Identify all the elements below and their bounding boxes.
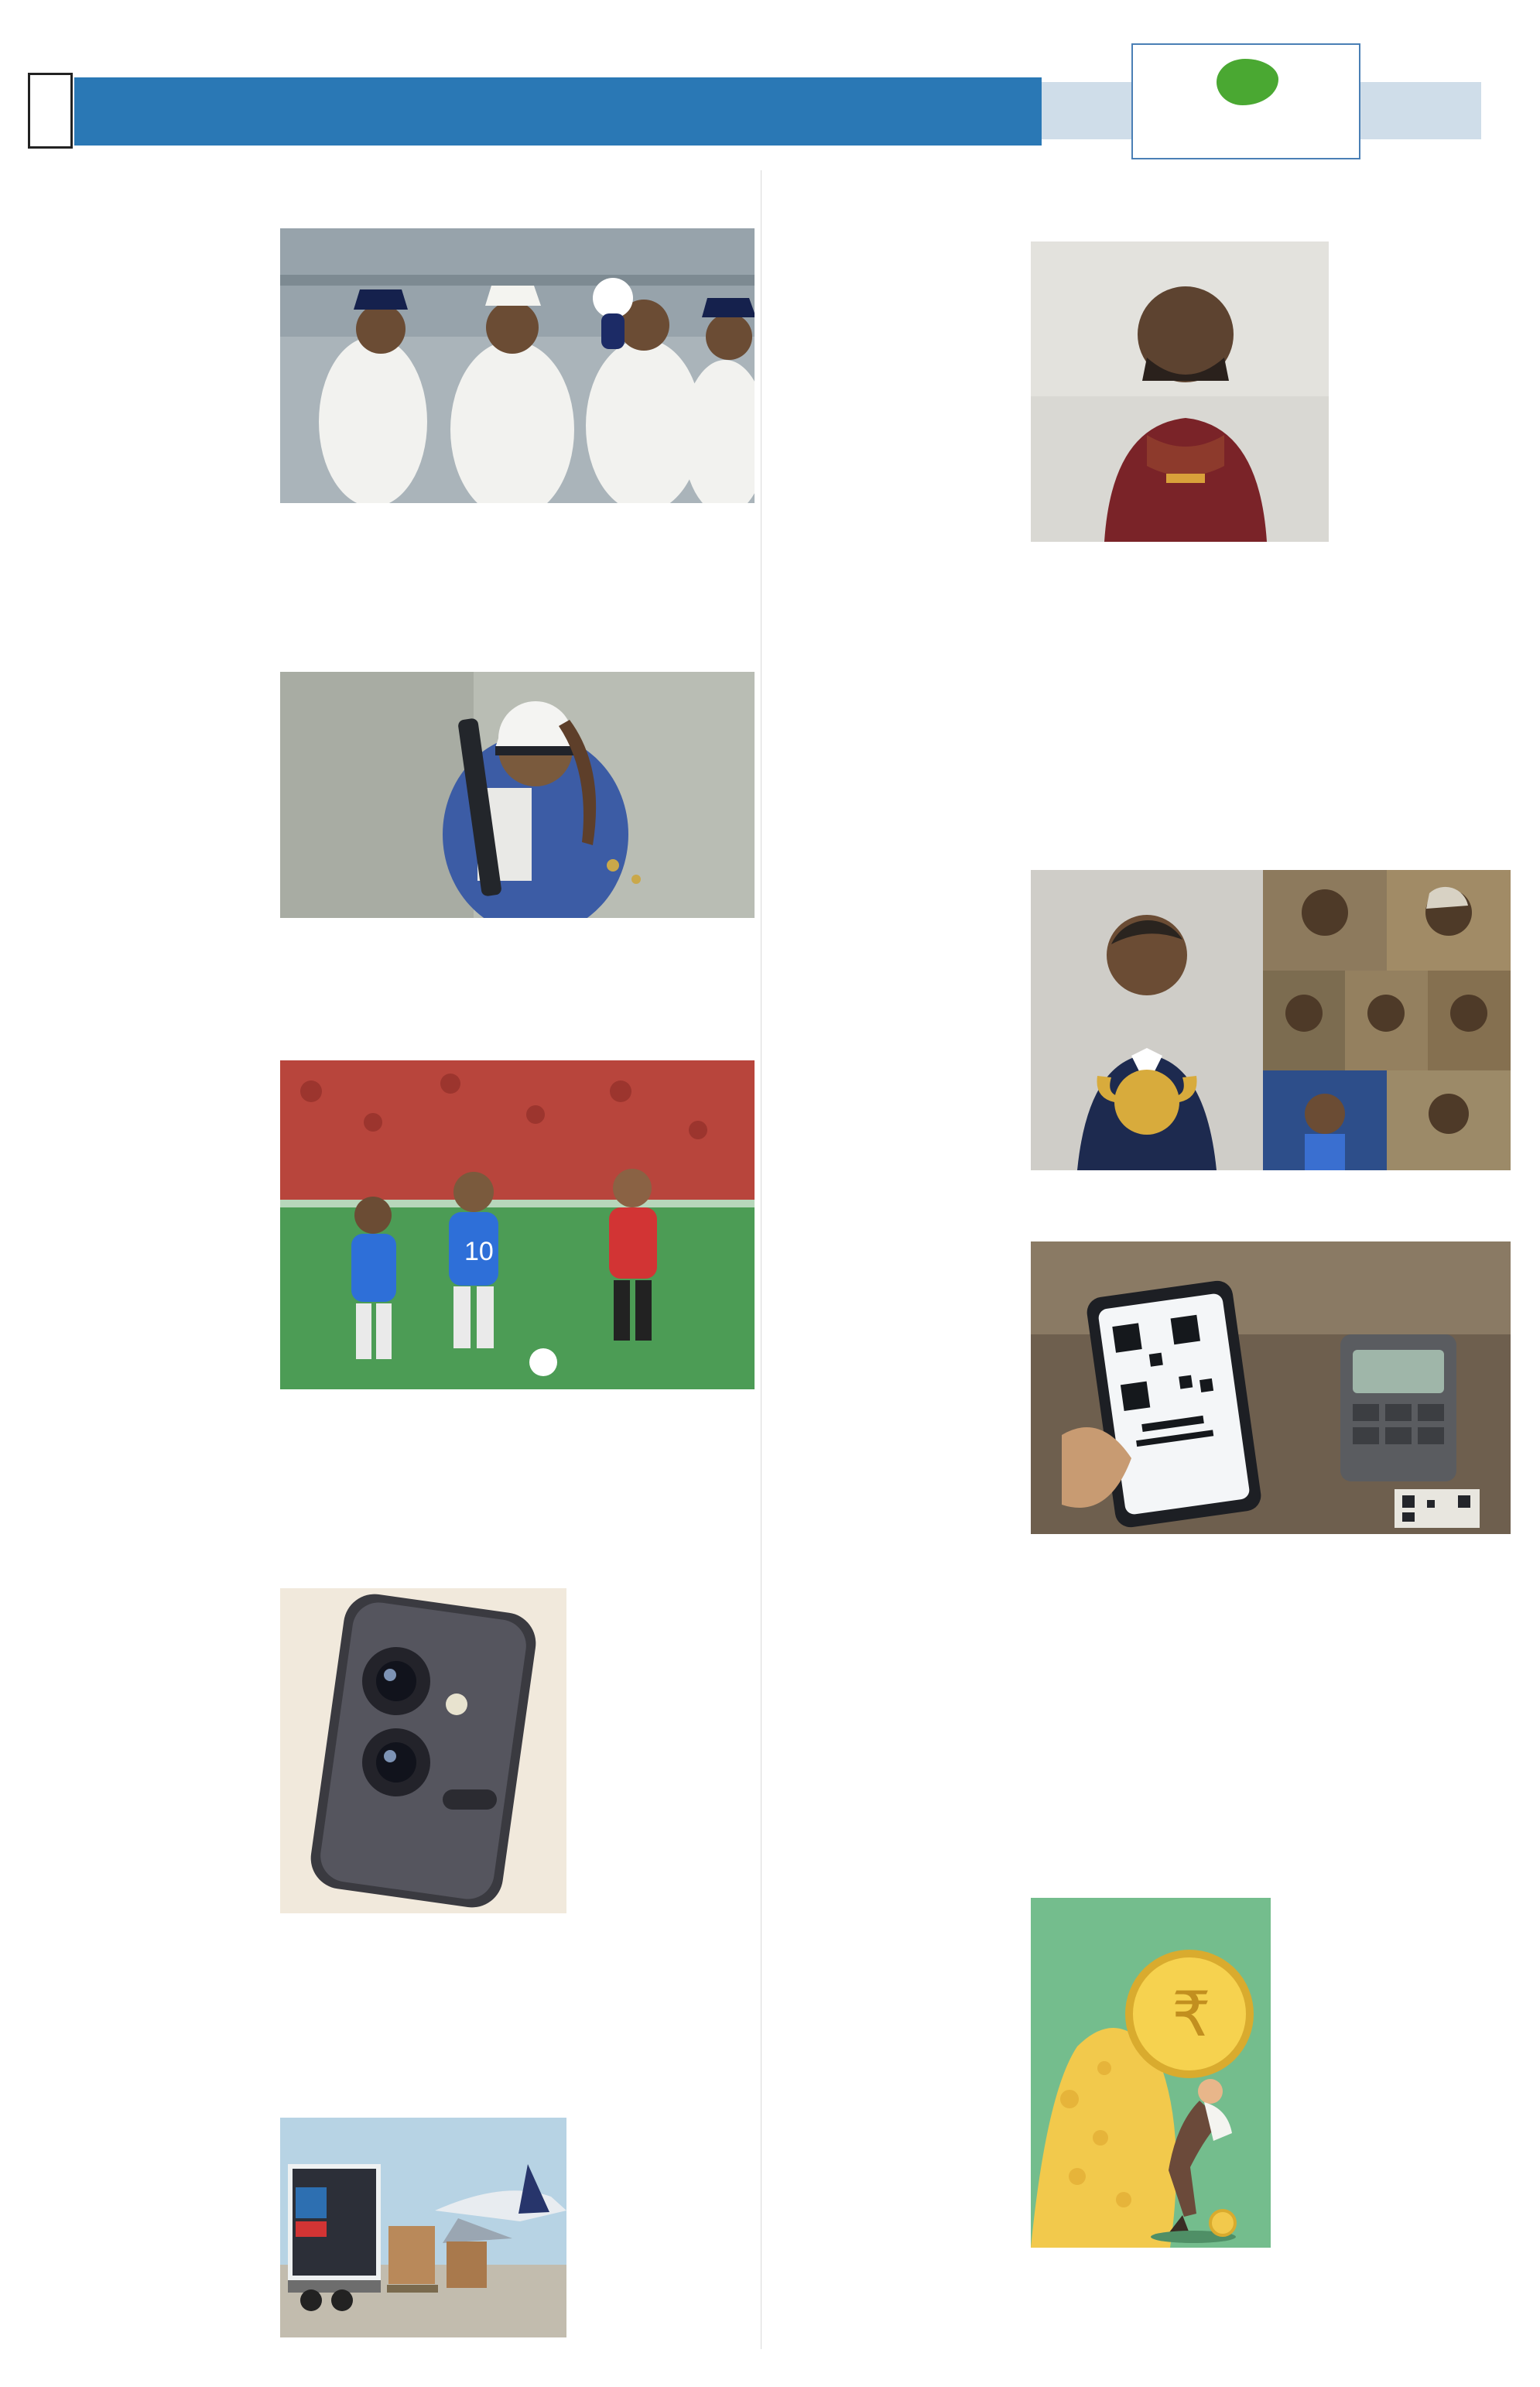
shooting-caption1 (280, 927, 512, 998)
telangana-map-icon (1217, 59, 1278, 105)
vivo-col1 (28, 1588, 277, 2050)
afc-col1 (28, 1067, 277, 1402)
icc-collage-photo (1031, 870, 1511, 1170)
cargo-col1 (28, 2118, 277, 2345)
upi-payment-photo (1031, 1241, 1511, 1534)
equity-col3 (1278, 1898, 1511, 2348)
vivo-phone-photo (280, 1588, 566, 1913)
shooting-caption2 (520, 927, 755, 998)
page-number-box (28, 73, 73, 149)
pooran-col2 (1031, 551, 1175, 723)
upi-col2 (1031, 1545, 1263, 1796)
printer-registration-marks (23, 2358, 1514, 2381)
shooting-col1 (28, 672, 277, 981)
pooran-col3 (1336, 243, 1511, 723)
equity-illustration (1031, 1898, 1271, 2248)
pooran-col2b (1181, 551, 1328, 723)
wtc-col2 (280, 511, 512, 608)
icc-col1 (768, 870, 1023, 1170)
header-bar (74, 77, 1042, 146)
equity-col2 (1031, 2257, 1271, 2348)
football-match-photo (280, 1060, 755, 1389)
cargo-photo (280, 2118, 566, 2337)
newspaper-logo (1131, 43, 1360, 159)
equity-col1 (768, 1966, 1023, 2348)
upi-col3 (1274, 1545, 1511, 1796)
wtc-team-photo (280, 228, 755, 503)
shooter-photo (280, 672, 755, 918)
svg-text:₹: ₹ (1172, 1980, 1211, 2049)
pooran-col1 (768, 243, 1023, 723)
wtc-col1 (28, 232, 277, 594)
vivo-col2 (280, 1921, 566, 2050)
vivo-col3 (573, 1588, 755, 2050)
cargo-col2 (577, 2118, 755, 2345)
wtc-col3 (520, 511, 755, 608)
svg-text:10: 10 (464, 1237, 494, 1266)
pooran-photo (1031, 241, 1329, 542)
upi-col1 (768, 1241, 1023, 1796)
